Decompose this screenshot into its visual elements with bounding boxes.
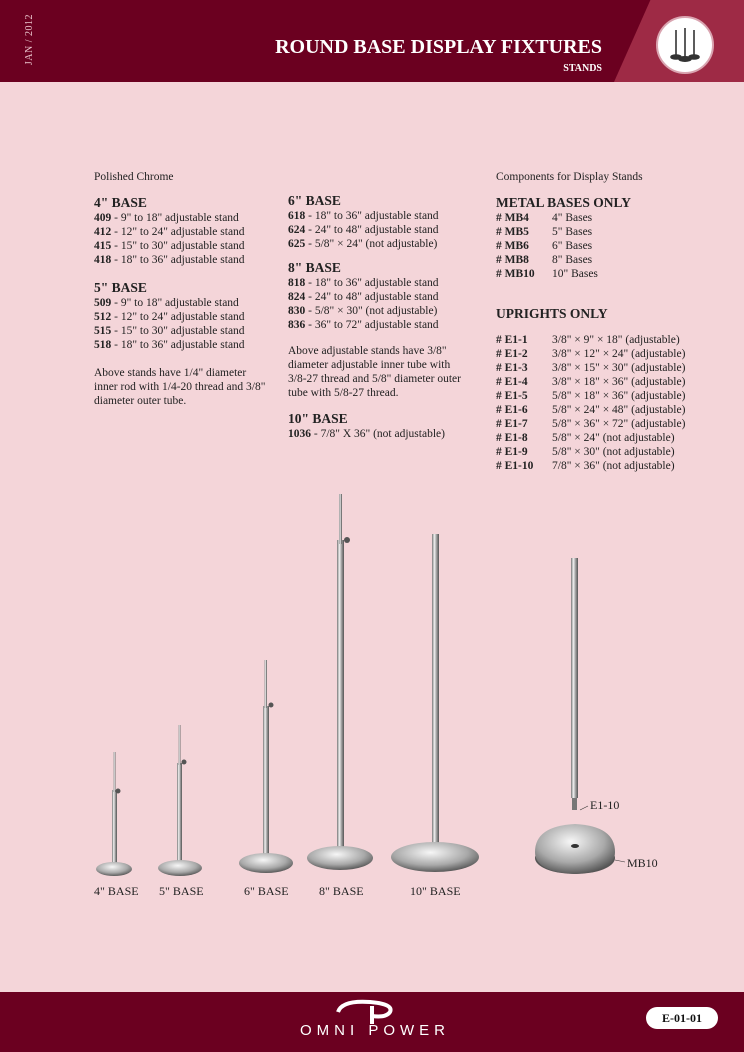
omni-power-logo-icon xyxy=(332,998,412,1024)
page-number-badge: E-01-01 xyxy=(646,1007,718,1029)
upright-e1-10 xyxy=(571,558,578,810)
fig-label-5-base: 5" BASE xyxy=(159,884,204,898)
list-item: # MB10 10" Bases xyxy=(496,268,598,280)
list-item: # E1-7 5/8" × 36" × 72" (adjustable) xyxy=(496,418,686,430)
base5-note: Above stands have 1/4" diameter inner rod with 1/4-20 thread and 3/8" diameter outer tube. xyxy=(94,367,266,407)
fig-label-8-base: 8" BASE xyxy=(319,884,364,898)
page-subtitle: STANDS xyxy=(563,63,602,74)
brand-name: OMNI POWER xyxy=(300,1022,450,1039)
stand-6-base xyxy=(239,660,293,873)
list-item: 415 - 15" to 30" adjustable stand xyxy=(94,240,245,252)
list-item: # E1-5 5/8" × 18" × 36" (adjustable) xyxy=(496,390,686,402)
list-item: # MB5 5" Bases xyxy=(496,226,593,238)
base8-heading: 8" BASE xyxy=(288,260,341,275)
list-item: 625 - 5/8" × 24" (not adjustable) xyxy=(288,238,438,250)
list-item: # E1-2 3/8" × 12" × 24" (adjustable) xyxy=(496,348,686,360)
list-item: 1036 - 7/8" X 36" (not adjustable) xyxy=(288,428,445,440)
list-item: 412 - 12" to 24" adjustable stand xyxy=(94,226,245,238)
list-item: 418 - 18" to 36" adjustable stand xyxy=(94,254,245,266)
list-item: 409 - 9" to 18" adjustable stand xyxy=(94,212,239,224)
uprights-heading: UPRIGHTS ONLY xyxy=(496,306,608,321)
base8-note: Above adjustable stands have 3/8" diameter adjustable inner tube with 3/8-27 thread and 5/8" diameter outer tube with 5/8-27 thread. xyxy=(288,345,461,399)
list-item: # E1-4 3/8" × 18" × 36" (adjustable) xyxy=(496,376,686,388)
fig-label-mb10: MB10 xyxy=(627,856,658,870)
metal-bases-heading: METAL BASES ONLY xyxy=(496,195,632,210)
stand-4-base xyxy=(96,752,132,876)
list-item: 836 - 36" to 72" adjustable stand xyxy=(288,319,439,331)
list-item: 515 - 15" to 30" adjustable stand xyxy=(94,325,245,337)
stand-8-base xyxy=(307,494,373,870)
list-item: 824 - 24" to 48" adjustable stand xyxy=(288,291,439,303)
list-item: 830 - 5/8" × 30" (not adjustable) xyxy=(288,305,438,317)
issue-date: JAN / 2012 xyxy=(24,14,35,66)
list-item: # MB8 8" Bases xyxy=(496,254,593,266)
stand-10-base xyxy=(391,534,479,872)
components-label: Components for Display Stands xyxy=(496,171,643,183)
list-item: 624 - 24" to 48" adjustable stand xyxy=(288,224,439,236)
fig-label-e1-10: E1-10 xyxy=(590,798,620,812)
list-item: # E1-9 5/8" × 30" (not adjustable) xyxy=(496,446,675,458)
list-item: # MB6 6" Bases xyxy=(496,240,593,252)
fig-label-10-base: 10" BASE xyxy=(410,884,461,898)
list-item: # E1-1 3/8" × 9" × 18" (adjustable) xyxy=(496,334,680,346)
list-item: # E1-3 3/8" × 15" × 30" (adjustable) xyxy=(496,362,686,374)
list-item: 512 - 12" to 24" adjustable stand xyxy=(94,311,245,323)
base-mb10 xyxy=(535,824,615,874)
list-item: 509 - 9" to 18" adjustable stand xyxy=(94,297,239,309)
list-item: 818 - 18" to 36" adjustable stand xyxy=(288,277,439,289)
list-item: 618 - 18" to 36" adjustable stand xyxy=(288,210,439,222)
list-item: # MB4 4" Bases xyxy=(496,212,593,224)
base5-heading: 5" BASE xyxy=(94,280,147,295)
page-title: ROUND BASE DISPLAY FIXTURES xyxy=(275,36,602,58)
list-item: 518 - 18" to 36" adjustable stand xyxy=(94,339,245,351)
fig-label-4-base: 4" BASE xyxy=(94,884,139,898)
base4-heading: 4" BASE xyxy=(94,195,147,210)
list-item: # E1-8 5/8" × 24" (not adjustable) xyxy=(496,432,675,444)
base10-heading: 10" BASE xyxy=(288,411,348,426)
stand-5-base xyxy=(158,725,202,876)
fig-label-6-base: 6" BASE xyxy=(244,884,289,898)
list-item: # E1-6 5/8" × 24" × 48" (adjustable) xyxy=(496,404,686,416)
finish-label: Polished Chrome xyxy=(94,171,174,183)
list-item: # E1-10 7/8" × 36" (not adjustable) xyxy=(496,460,675,472)
base6-heading: 6" BASE xyxy=(288,193,341,208)
